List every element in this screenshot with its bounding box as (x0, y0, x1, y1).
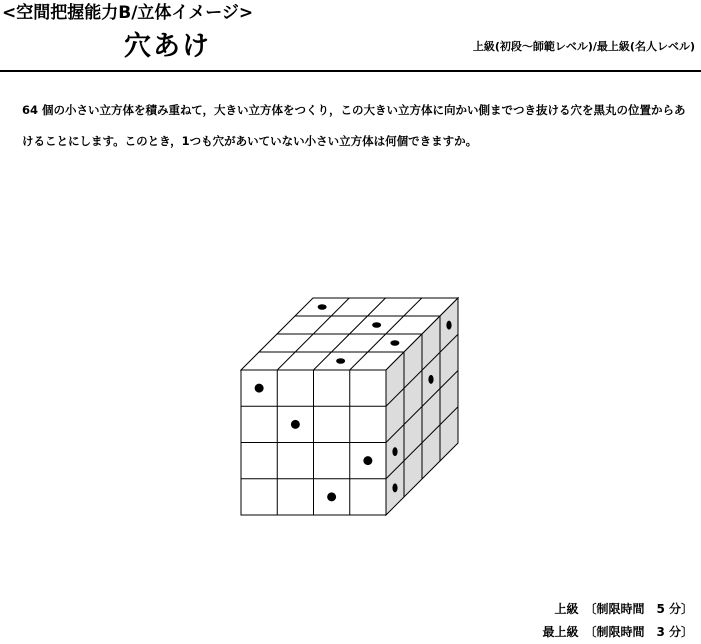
limit-time: 〔制限時間 5 分〕 (584, 602, 693, 616)
limit-level: 上級 (554, 602, 579, 616)
time-limit-row (542, 598, 693, 621)
top-hole-dot (390, 340, 399, 346)
limit-time: 〔制限時間 3 分〕 (584, 625, 693, 639)
side-hole-dot (428, 375, 433, 384)
top-hole-dot (336, 358, 345, 364)
time-limit-row (542, 621, 693, 644)
question-text: 64 個の小さい立方体を積み重ねて，大きい立方体をつくり，この大きい立方体に向かい側までつき抜ける穴を黒丸の位置からあけることにします。このとき，1つも穴があいていない小さい立方体は何個できますか。 (22, 103, 686, 148)
time-limits (542, 598, 693, 644)
side-hole-dot (446, 321, 451, 330)
problem-title: 穴あけ (124, 31, 211, 62)
top-hole-dot (318, 304, 327, 310)
front-hole-dot (363, 456, 372, 465)
front-hole-dot (327, 492, 336, 501)
top-hole-dot (372, 322, 381, 328)
side-hole-dot (392, 447, 397, 456)
category-heading: <空間把握能力B/立体イメージ> (2, 3, 254, 23)
side-hole-dot (392, 483, 397, 492)
limit-level: 最上級 (542, 625, 579, 639)
difficulty-levels: 上級(初段～師範レベル)/最上級(名人レベル) (472, 40, 695, 53)
front-hole-dot (291, 420, 300, 429)
front-hole-dot (255, 384, 264, 393)
